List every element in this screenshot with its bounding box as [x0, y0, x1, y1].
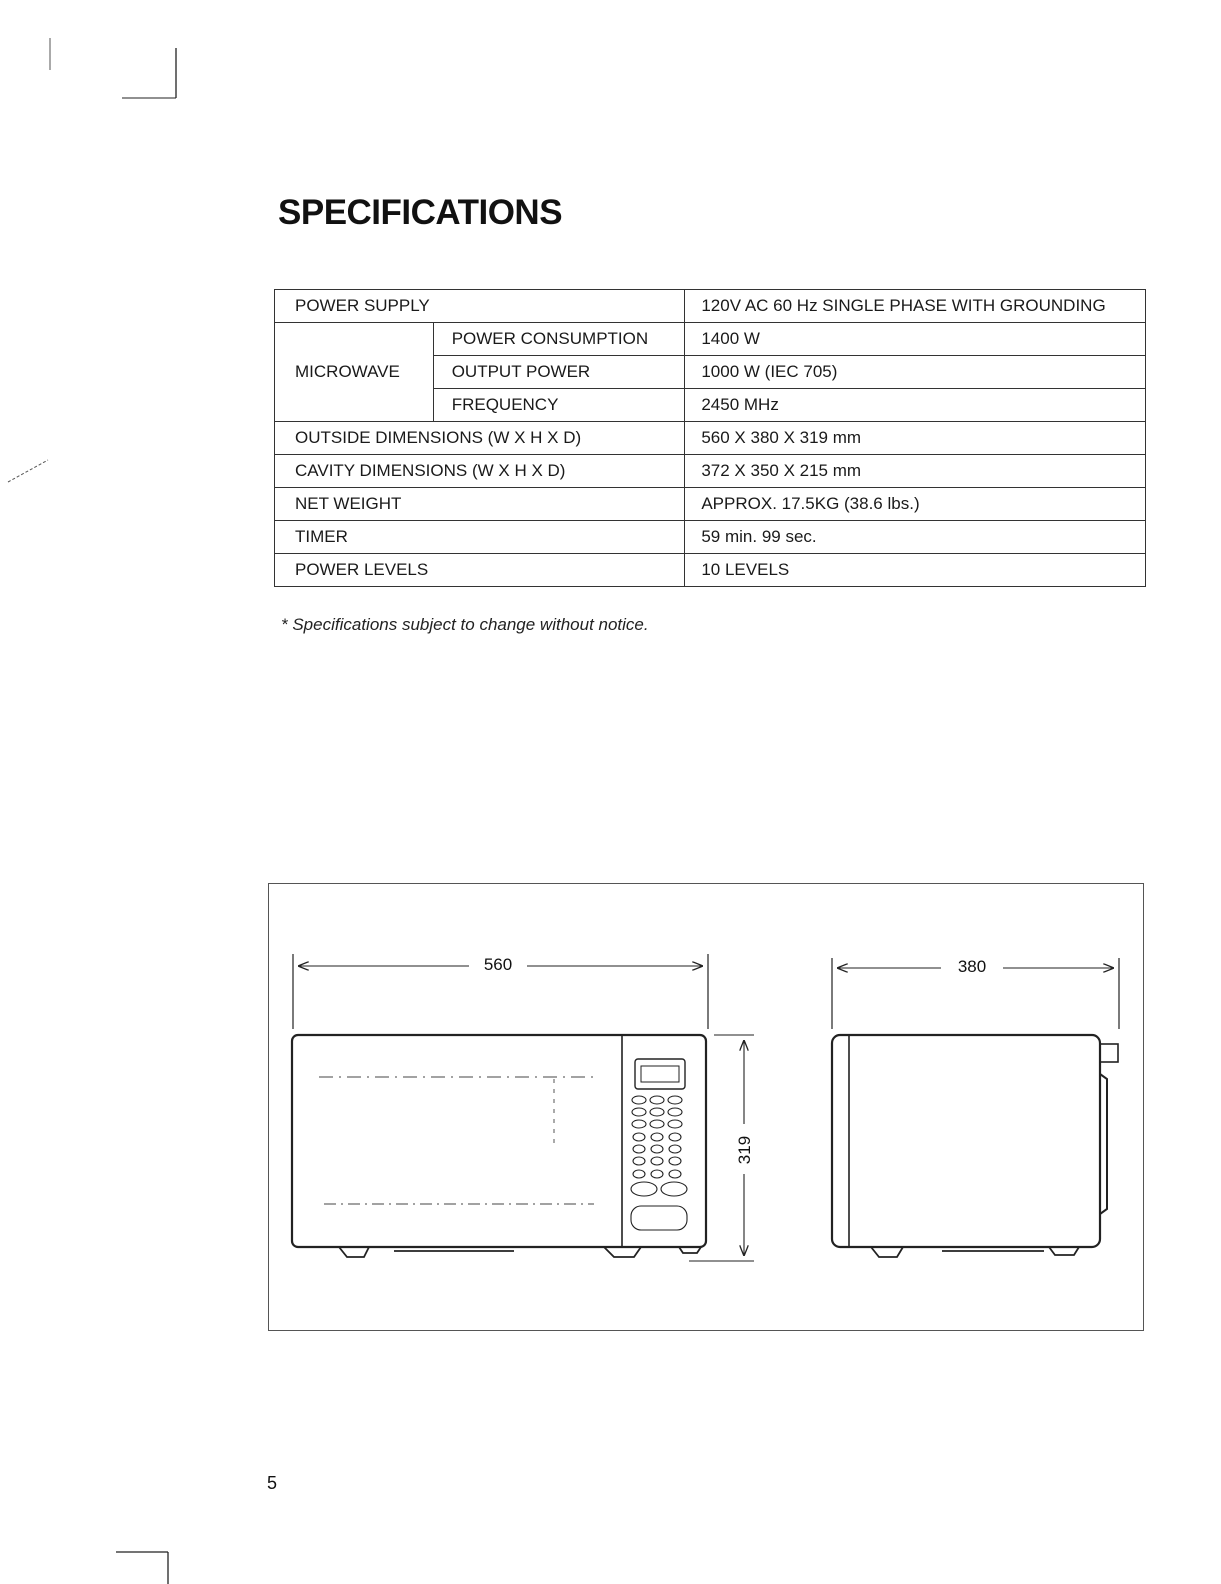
table-row — [275, 488, 1146, 521]
spec-group-label: MICROWAVE — [275, 323, 434, 422]
keypad-buttons — [631, 1096, 687, 1230]
spec-sub-label: OUTPUT POWER — [433, 356, 685, 389]
spec-label: NET WEIGHT — [275, 488, 685, 521]
crop-mark-side — [0, 450, 60, 490]
spec-value: 1400 W — [685, 323, 1146, 356]
table-row — [275, 554, 1146, 587]
spec-sub-label: FREQUENCY — [433, 389, 685, 422]
specifications-table — [274, 289, 1146, 587]
table-row — [275, 455, 1146, 488]
spec-value: APPROX. 17.5KG (38.6 lbs.) — [685, 488, 1146, 521]
spec-label: CAVITY DIMENSIONS (W X H X D) — [275, 455, 685, 488]
spec-label: POWER SUPPLY — [275, 290, 685, 323]
page-number: 5 — [267, 1473, 278, 1493]
table-row — [275, 422, 1146, 455]
spec-value: 372 X 350 X 215 mm — [685, 455, 1146, 488]
spec-value: 59 min. 99 sec. — [685, 521, 1146, 554]
crop-mark-bottom — [110, 1540, 180, 1584]
table-row — [275, 323, 1146, 356]
crop-mark-top — [40, 30, 190, 110]
spec-value: 560 X 380 X 319 mm — [685, 422, 1146, 455]
microwave-dimension-drawing — [269, 884, 1143, 1330]
table-row — [275, 521, 1146, 554]
dimension-label-depth: 380 — [957, 957, 987, 976]
dimension-label-width: 560 — [483, 955, 513, 974]
front-view — [292, 954, 754, 1261]
spec-label: OUTSIDE DIMENSIONS (W X H X D) — [275, 422, 685, 455]
spec-value: 120V AC 60 Hz SINGLE PHASE WITH GROUNDING — [685, 290, 1146, 323]
table-row — [275, 290, 1146, 323]
spec-value: 1000 W (IEC 705) — [685, 356, 1146, 389]
spec-value: 2450 MHz — [685, 389, 1146, 422]
spec-sub-label: POWER CONSUMPTION — [433, 323, 685, 356]
dimension-label-height: 319 — [735, 1135, 754, 1165]
page-title: SPECIFICATIONS — [278, 193, 563, 232]
spec-value: 10 LEVELS — [685, 554, 1146, 587]
footnote: * Specifications subject to change without notice. — [281, 615, 649, 634]
dimension-figure — [268, 883, 1144, 1331]
spec-label: TIMER — [275, 521, 685, 554]
side-view — [832, 957, 1119, 1257]
spec-label: POWER LEVELS — [275, 554, 685, 587]
